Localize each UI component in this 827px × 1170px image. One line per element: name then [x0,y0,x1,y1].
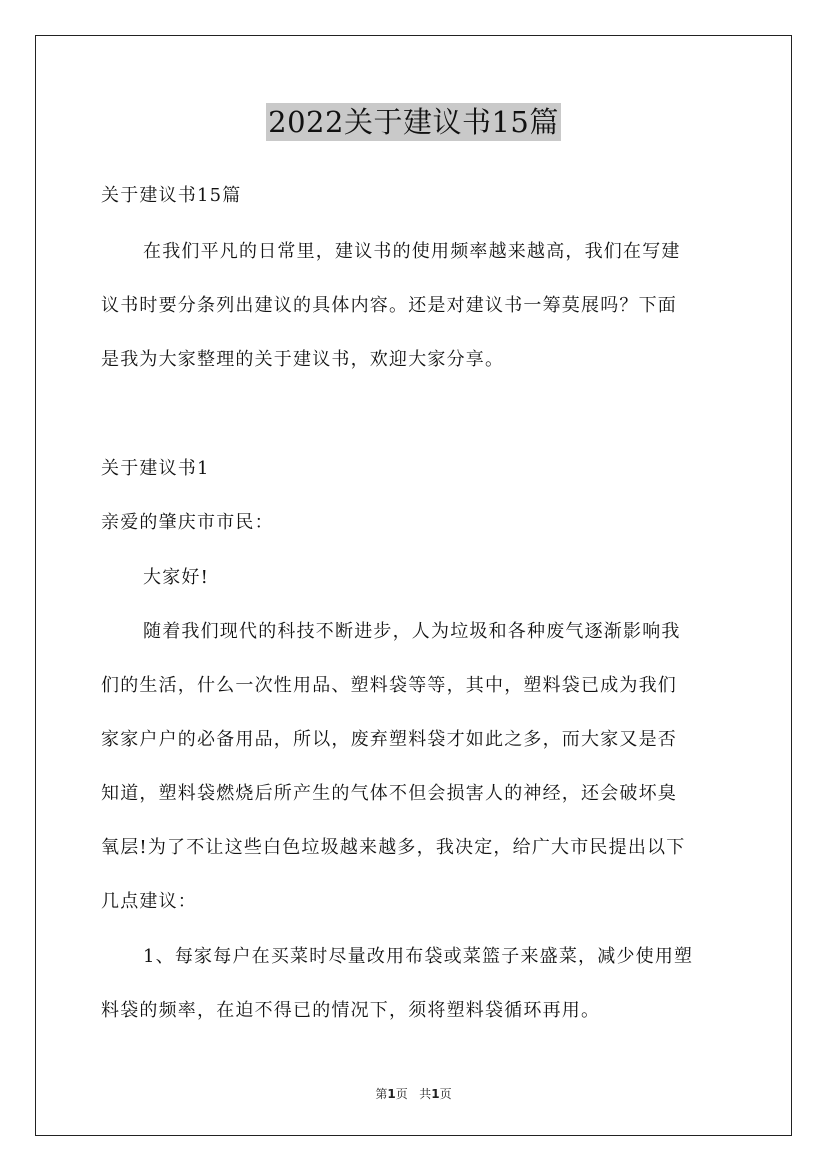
footer-page-suffix: 页 [395,1087,408,1101]
document-subtitle: 关于建议书15篇 [101,185,242,206]
point1-line-2: 料袋的频率，在迫不得已的情况下，须将塑料袋循环再用。 [101,1000,601,1021]
footer-total-prefix: 共 [419,1087,432,1101]
footer-total-suffix: 页 [439,1087,452,1101]
paragraph1-line-2: 们的生活，什么一次性用品、塑料袋等等，其中，塑料袋已成为我们 [101,675,677,696]
title-container [0,103,827,141]
salutation: 亲爱的肇庆市市民： [101,512,274,533]
footer-page-prefix: 第 [375,1087,388,1101]
footer-total-number: 1 [431,1087,440,1101]
section-heading: 关于建议书1 [101,458,210,479]
page-footer [0,1085,827,1102]
footer-page-number: 1 [387,1087,396,1101]
document-title: 2022关于建议书15篇 [268,105,559,139]
paragraph1-line-4: 知道，塑料袋燃烧后所产生的气体不但会损害人的神经，还会破坏臭 [101,783,677,804]
point1-line-1: 1、每家每户在买菜时尽量改用布袋或菜篮子来盛菜，减少使用塑 [143,946,694,967]
paragraph1-line-6: 几点建议： [101,891,197,912]
intro-line-2: 议书时要分条列出建议的具体内容。还是对建议书一筹莫展吗？下面 [101,295,677,316]
greeting: 大家好! [143,567,210,588]
intro-line-3: 是我为大家整理的关于建议书，欢迎大家分享。 [101,349,505,370]
intro-line-1: 在我们平凡的日常里，建议书的使用频率越来越高，我们在写建 [143,241,681,262]
paragraph1-line-3: 家家户户的必备用品，所以，废弃塑料袋才如此之多，而大家又是否 [101,729,677,750]
paragraph1-line-1: 随着我们现代的科技不断进步，人为垃圾和各种废气逐渐影响我 [143,621,681,642]
paragraph1-line-5: 氧层!为了不让这些白色垃圾越来越多，我决定，给广大市民提出以下 [101,837,686,858]
